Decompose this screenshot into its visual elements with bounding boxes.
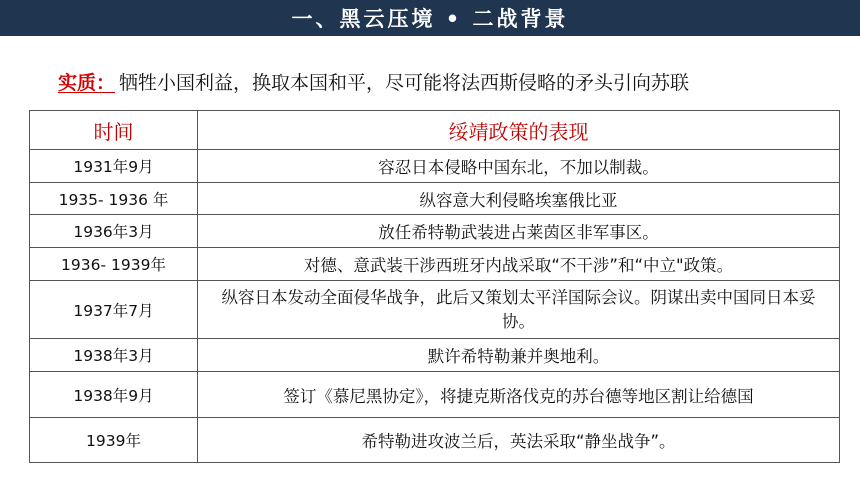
- cell-time: 1937年7月: [30, 281, 198, 339]
- cell-time: 1936- 1939年: [30, 248, 198, 281]
- table-row: [30, 150, 840, 183]
- cell-time: 1938年9月: [30, 372, 198, 418]
- essence-line: [58, 66, 689, 96]
- cell-time: 1931年9月: [30, 150, 198, 183]
- cell-desc: 放任希特勒武装进占莱茵区非军事区。: [198, 215, 840, 248]
- cell-desc: 默许希特勒兼并奥地利。: [198, 339, 840, 372]
- table-row: [30, 339, 840, 372]
- page-title: 一、黑云压境 • 二战背景: [291, 7, 569, 31]
- essence-text: 牺牲小国利益，换取本国和平，尽可能将法西斯侵略的矛头引向苏联: [119, 71, 690, 94]
- cell-desc: 容忍日本侵略中国东北，不加以制裁。: [198, 150, 840, 183]
- column-header-policy: 绥靖政策的表现: [198, 111, 840, 150]
- cell-desc: 对德、意武装干涉西班牙内战采取“不干涉”和“中立"政策。: [198, 248, 840, 281]
- table-row: [30, 281, 840, 339]
- cell-time: 1935- 1936 年: [30, 183, 198, 215]
- cell-time: 1936年3月: [30, 215, 198, 248]
- cell-desc: 希特勒进攻波兰后，英法采取“静坐战争”。: [198, 418, 840, 463]
- table-row: [30, 372, 840, 418]
- cell-time: 1938年3月: [30, 339, 198, 372]
- cell-time: 1939年: [30, 418, 198, 463]
- appeasement-table: [29, 110, 840, 463]
- table-row: [30, 183, 840, 215]
- cell-desc: 纵容日本发动全面侵华战争，此后又策划太平洋国际会议。阴谋出卖中国同日本妥协。: [198, 281, 840, 339]
- column-header-time: 时间: [30, 111, 198, 150]
- table-header-row: [30, 111, 840, 150]
- essence-label: 实质：: [58, 71, 116, 94]
- table-row: [30, 418, 840, 463]
- cell-desc: 签订《慕尼黑协定》，将捷克斯洛伐克的苏台德等地区割让给德国: [198, 372, 840, 418]
- table-row: [30, 215, 840, 248]
- header-bar: [0, 0, 860, 36]
- cell-desc: 纵容意大利侵略埃塞俄比亚: [198, 183, 840, 215]
- table-row: [30, 248, 840, 281]
